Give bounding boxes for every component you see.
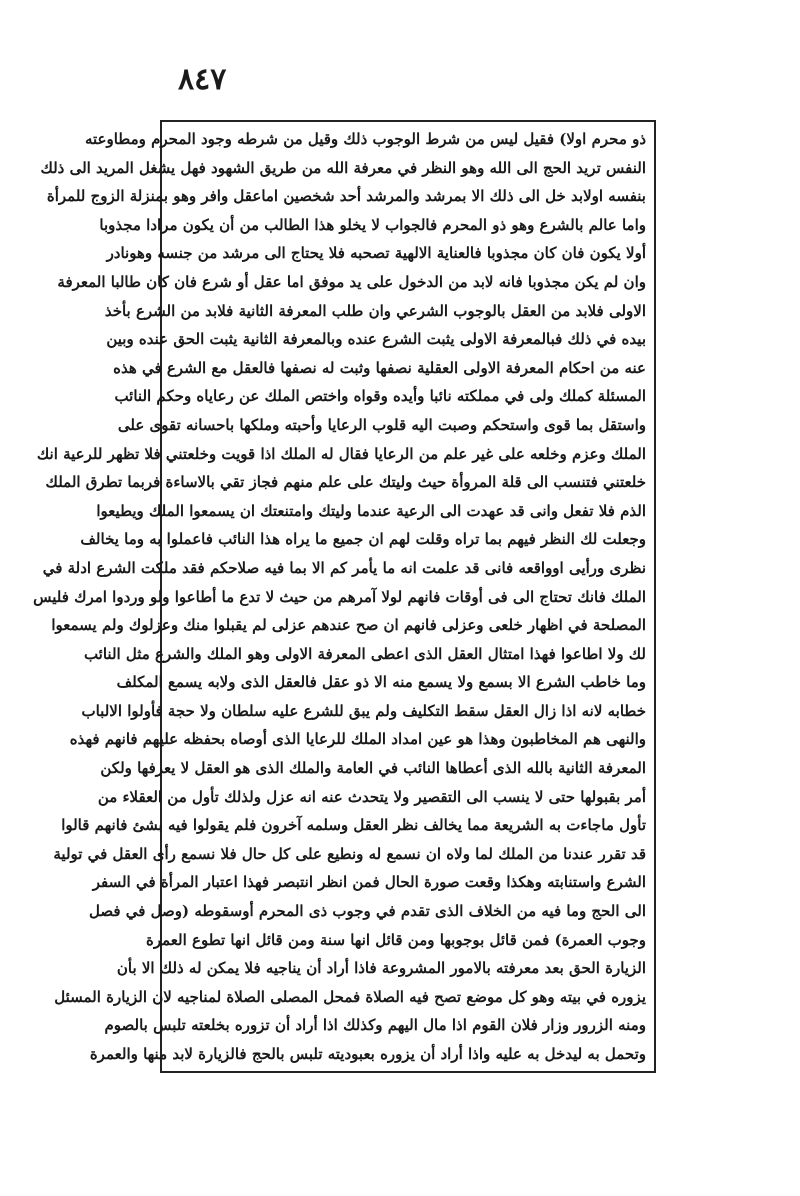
text-line: وتحمل به ليدخل به عليه واذا أراد أن يزوره بعبوديته تلبس بالحج فالزيارة لابد منها والعمرة	[89, 1045, 646, 1063]
text-line: الذم فلا تفعل وانى قد عهدت الى الرعية عندما وليتك وامتنعتك ان يسمعوا الملك ويطيعوا	[96, 501, 646, 520]
text-line: نظرى ورأيى اوواقعه فانى قد علمت انه ما يأمر كم الا بما فيه صلاحكم فقد ملكت الشرع ادلة في	[42, 558, 646, 577]
text-line: بنفسه اولابد خل الى ذلك الا بمرشد والمرشد أحد شخصين اماعقل وافر وهو بمنزلة الزوج للمرأة	[46, 187, 646, 206]
text-line: الملك وعزم وخلعه على غير علم من الرعايا فقال له الملك اذا قويت وخلعتني فلا تظهر للرعية انك	[36, 444, 646, 463]
text-line: بيده في ذلك فبالمعرفة الاولى يثبت الشرع عنده وبالمعرفة الثانية يثبت الحق عنده وبين	[106, 330, 646, 349]
text-line: الشرع واستنابته وهكذا وقعت صورة الحال فمن انظر انتبصر فهذا اعتبار المرأة في السفر	[92, 873, 646, 892]
text-line: قد تقرر عندنا من الملك لما ولاه ان نسمع له ونطيع على كل حال فلا نسمع رأى العقل في تولية	[53, 844, 646, 863]
text-line: واما عالم بالشرع وهو ذو المحرم فالجواب لا يخلو هذا الطالب من أن يكون مرادا مجذوبا	[99, 215, 646, 234]
text-line: وجوب العمرة) فمن قائل بوجوبها ومن قائل انها سنة ومن قائل انها تطوع العمرة	[146, 930, 646, 949]
text-line: أولا يكون فان كان مجذوبا فالعناية الالهية تصحبه فلا يحتاج الى مرشد من جنسه وهونادر	[106, 244, 646, 263]
text-line: عنه من احكام المعرفة الاولى العقلية نصفها وثبت له نصفها فالعقل مع الشرع في هذه	[113, 358, 646, 377]
text-line: ومنه الزرور وزار فلان القوم اذا مال اليهم وكذلك اذا أراد أن تزوره بخلعته تلبس بالصوم	[104, 1016, 646, 1035]
text-line: لك ولا اطاعوا فهذا امتثال العقل الذى اعطى المعرفة الاولى وهو الملك والشرع مثل النائب	[83, 644, 646, 663]
text-line: المعرفة الثانية بالله الذى أعطاها النائب في العامة والملك الذى هو العقل لا يعرفها ولكن	[100, 759, 646, 778]
text-line: ذو محرم اولا) فقيل ليس من شرط الوجوب ذلك وقيل من شرطه وجود المحرم ومطاوعته	[84, 130, 646, 148]
text-line: الى الحج وما فيه من الخلاف الذى تقدم في وجوب ذى المحرم أوسقوطه (وصل في فصل	[89, 902, 646, 921]
text-line: المسئلة كملك ولى في مملكته نائبا وأيده وقواه واختص الملك عن رعاياه وحكم النائب	[114, 387, 646, 406]
text-line: تأول ماجاءت به الشريعة مما يخالف نظر العقل وسلمه آخرون فلم يقولوا فيه بشئ فانهم قالوا	[61, 816, 646, 835]
page-number: ٨٤٧	[178, 62, 227, 97]
text-line: والنهى هم المخاطبون وهذا هو عين امداد الملك للرعايا الذى أوصاه بحفظه عليهم فانهم فهذه	[69, 730, 646, 749]
text-line: خطابه لانه اذا زال العقل سقط التكليف ولم يبق للشرع عليه سلطان ولا حجة فأولوا الالباب	[81, 701, 646, 720]
text-line: وان لم يكن مجذوبا فانه لابد من الدخول على يد موفق اما عقل أو شرع فان كان طالبا المعرفة	[57, 272, 646, 291]
text-line: يزوره في بيته وهو كل موضع تصح فيه الصلاة فمحل المصلى الصلاة لمناجيه لان الزيارة المسئل	[54, 987, 646, 1006]
text-line: الزيارة الحق بعد معرفته بالامور المشروعة فاذا أراد أن يناجيه فلا يمكن له ذلك الا بأن	[116, 959, 646, 978]
text-line: الاولى فلابد من العقل بالوجوب الشرعي وان طلب المعرفة الثانية فلابد من الشرع بأخذ	[104, 301, 646, 320]
text-line: واستقل بما قوى واستحكم وصبت اليه قلوب الرعايا وأحبته وملكها باحسانه تقوى على	[117, 415, 646, 434]
text-line: وما خاطب الشرع الا بسمع ولا يسمع منه الا ذو عقل فالعقل الذى ولابه يسمع المكلف	[116, 673, 646, 692]
text-line: أمر بقبولها حتى لا ينسب الى التقصير ولا يتحدث عنه انه عزل ولذلك تأول من العقلاء من	[97, 787, 646, 806]
text-line: النفس تريد الحج الى الله وهو النظر في معرفة الله من طريق الشهود فهل يشغل المريد الى ذلك	[40, 158, 646, 177]
text-line: وجعلت لك النظر فيهم بما تراه وقلت لهم ان جميع ما يراه هذا النائب فاعملوا به وما يخالف	[80, 530, 646, 549]
text-line: خلعتني فتنسب الى قلة المروأة حيث وليتك على علم منهم فجاز تقي بالاساءة فربما تطرق الملك	[45, 473, 646, 492]
main-text-block	[33, 120, 656, 1073]
text-line: الملك فانك تحتاج الى فى أوقات فانهم لولا آمرهم من حيث لا تدع ما أطاعوا ولو وردوا امرك فليس	[33, 587, 646, 606]
text-line: المصلحة في اظهار خلعى وعزلى فانهم ان صح عندهم عزلى لم يقبلوا منك وعزلوك ولم يسمعوا	[51, 616, 646, 635]
